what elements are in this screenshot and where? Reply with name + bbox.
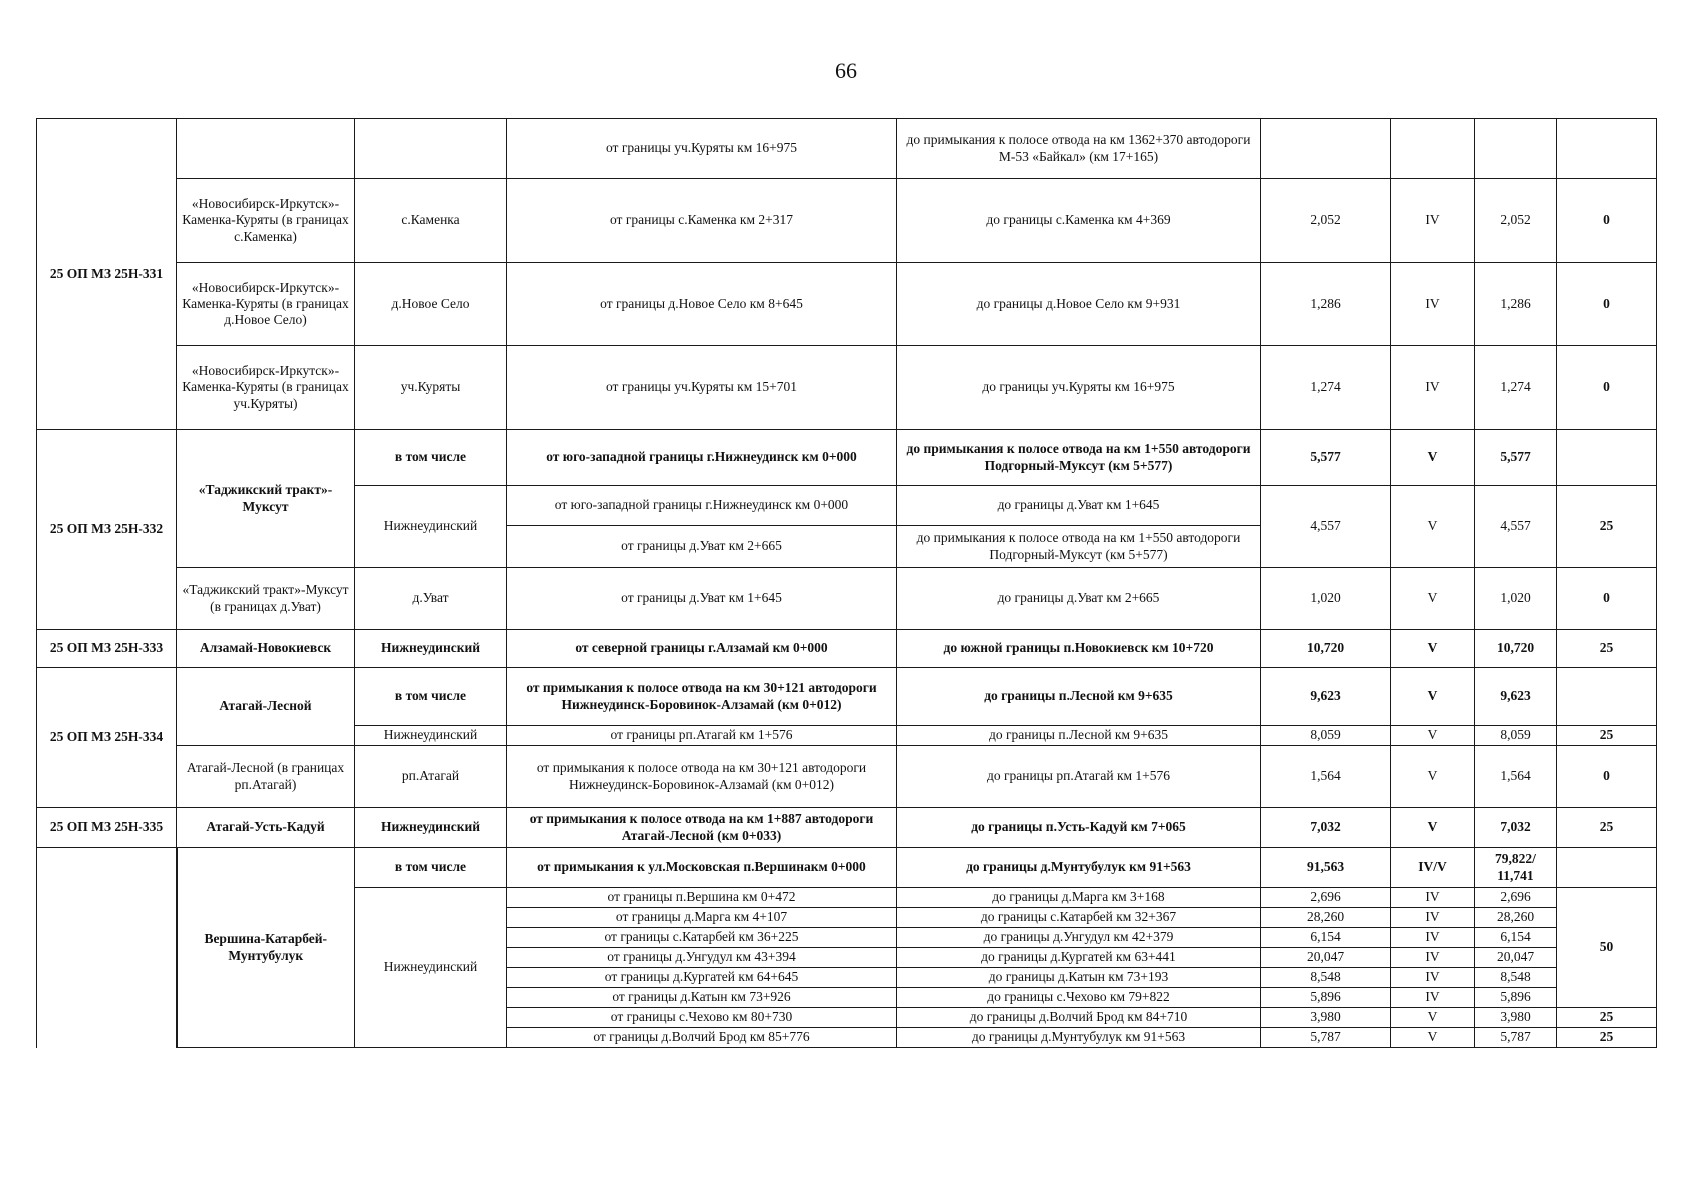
category-cell: IV xyxy=(1391,948,1475,968)
road-name: Атагай-Усть-Кадуй xyxy=(177,808,355,848)
table-row xyxy=(37,746,1657,808)
category-cell: IV xyxy=(1391,179,1475,263)
to-cell: до границы рп.Атагай км 1+576 xyxy=(897,746,1261,808)
road-name: «Таджикский тракт»-Муксут (в границах д.Уват) xyxy=(177,568,355,630)
location-cell: Нижнеудинский xyxy=(355,630,507,668)
length-cell: 7,032 xyxy=(1261,808,1391,848)
extra-cell: 0 xyxy=(1557,263,1657,346)
to-cell: до границы д.Кургатей км 63+441 xyxy=(897,948,1261,968)
location-cell: в том числе xyxy=(355,668,507,726)
category-cell: V xyxy=(1391,808,1475,848)
length-cell: 6,154 xyxy=(1261,928,1391,948)
coverage-cell: 8,548 xyxy=(1475,968,1557,988)
coverage-cell: 8,059 xyxy=(1475,726,1557,746)
length-cell: 28,260 xyxy=(1261,908,1391,928)
extra-cell: 25 xyxy=(1557,726,1657,746)
table-row xyxy=(37,119,1657,179)
coverage-cell: 6,154 xyxy=(1475,928,1557,948)
from-cell: от границы с.Катарбей км 36+225 xyxy=(507,928,897,948)
to-cell: до границы п.Лесной км 9+635 xyxy=(897,668,1261,726)
length-cell: 2,052 xyxy=(1261,179,1391,263)
coverage-cell: 1,286 xyxy=(1475,263,1557,346)
category-cell: IV/V xyxy=(1391,848,1475,888)
length-cell: 10,720 xyxy=(1261,630,1391,668)
to-cell: до южной границы п.Новокиевск км 10+720 xyxy=(897,630,1261,668)
length-cell: 1,564 xyxy=(1261,746,1391,808)
coverage-cell: 1,274 xyxy=(1475,346,1557,430)
length-cell: 1,020 xyxy=(1261,568,1391,630)
coverage-cell: 5,577 xyxy=(1475,430,1557,486)
coverage-cell: 5,896 xyxy=(1475,988,1557,1008)
extra-cell: 0 xyxy=(1557,346,1657,430)
table-row xyxy=(37,630,1657,668)
from-cell: от границы д.Унгудул км 43+394 xyxy=(507,948,897,968)
coverage-cell: 28,260 xyxy=(1475,908,1557,928)
table-row xyxy=(37,179,1657,263)
from-cell: от границы д.Катын км 73+926 xyxy=(507,988,897,1008)
road-code: 25 ОП МЗ 25Н-333 xyxy=(37,630,177,668)
coverage-cell: 3,980 xyxy=(1475,1008,1557,1028)
from-cell: от примыкания к ул.Московская п.Вершинакм 0+000 xyxy=(507,848,897,888)
coverage-cell: 7,032 xyxy=(1475,808,1557,848)
road-name: Атагай-Лесной (в границах рп.Атагай) xyxy=(177,746,355,808)
to-cell: до границы с.Катарбей км 32+367 xyxy=(897,908,1261,928)
from-cell: от примыкания к полосе отвода на км 1+887 автодороги Атагай-Лесной (км 0+033) xyxy=(507,808,897,848)
category-cell: IV xyxy=(1391,908,1475,928)
category-cell: V xyxy=(1391,746,1475,808)
location-cell: с.Каменка xyxy=(355,179,507,263)
road-code: 25 ОП МЗ 25Н-332 xyxy=(37,430,177,630)
length-cell: 3,980 xyxy=(1261,1008,1391,1028)
extra-cell: 50 xyxy=(1557,888,1657,1008)
table-row xyxy=(37,568,1657,630)
extra-cell: 25 xyxy=(1557,486,1657,568)
to-cell: до границы п.Лесной км 9+635 xyxy=(897,726,1261,746)
to-cell: до границы с.Каменка км 4+369 xyxy=(897,179,1261,263)
location-cell: рп.Атагай xyxy=(355,746,507,808)
location-cell: в том числе xyxy=(355,848,507,888)
table-row xyxy=(37,346,1657,430)
length-cell: 1,274 xyxy=(1261,346,1391,430)
category-cell: IV xyxy=(1391,888,1475,908)
length-cell: 5,787 xyxy=(1261,1028,1391,1048)
location-cell: Нижнеудинский xyxy=(355,486,507,568)
category-cell: V xyxy=(1391,430,1475,486)
extra-cell: 0 xyxy=(1557,568,1657,630)
coverage-cell: 1,020 xyxy=(1475,568,1557,630)
to-cell: до границы д.Катын км 73+193 xyxy=(897,968,1261,988)
location-cell: уч.Куряты xyxy=(355,346,507,430)
to-cell: до границы д.Новое Село км 9+931 xyxy=(897,263,1261,346)
extra-cell: 25 xyxy=(1557,1008,1657,1028)
category-cell: IV xyxy=(1391,928,1475,948)
road-name: «Новосибирск-Иркутск»-Каменка-Куряты (в границах уч.Куряты) xyxy=(177,346,355,430)
location-cell: в том числе xyxy=(355,430,507,486)
from-cell: от границы д.Волчий Брод км 85+776 xyxy=(507,1028,897,1048)
to-cell: до границы д.Унгудул км 42+379 xyxy=(897,928,1261,948)
category-cell: V xyxy=(1391,568,1475,630)
from-cell: от границы д.Уват км 2+665 xyxy=(507,526,897,568)
location-cell: Нижнеудинский xyxy=(355,726,507,746)
from-cell: от границы уч.Куряты км 15+701 xyxy=(507,346,897,430)
to-cell: до границы д.Мунтубулук км 91+563 xyxy=(897,1028,1261,1048)
table-row xyxy=(37,263,1657,346)
length-cell: 5,577 xyxy=(1261,430,1391,486)
table-row xyxy=(37,848,1657,888)
length-cell: 1,286 xyxy=(1261,263,1391,346)
length-cell: 5,896 xyxy=(1261,988,1391,1008)
extra-cell: 0 xyxy=(1557,179,1657,263)
from-cell: от границы д.Кургатей км 64+645 xyxy=(507,968,897,988)
road-name: Атагай-Лесной xyxy=(177,668,355,746)
roads-table xyxy=(36,118,1657,1048)
category-cell: V xyxy=(1391,486,1475,568)
from-cell: от примыкания к полосе отвода на км 30+121 автодороги Нижнеудинск-Боровинок-Алзамай (км 0+012) xyxy=(507,746,897,808)
from-cell: от границы д.Марга км 4+107 xyxy=(507,908,897,928)
to-cell: до примыкания к полосе отвода на км 1362+370 автодороги М-53 «Байкал» (км 17+165) xyxy=(897,119,1261,179)
from-cell: от границы с.Каменка км 2+317 xyxy=(507,179,897,263)
category-cell: IV xyxy=(1391,346,1475,430)
length-cell: 20,047 xyxy=(1261,948,1391,968)
from-cell: от границы д.Уват км 1+645 xyxy=(507,568,897,630)
extra-cell: 25 xyxy=(1557,630,1657,668)
road-name: «Новосибирск-Иркутск»-Каменка-Куряты (в границах д.Новое Село) xyxy=(177,263,355,346)
category-cell: IV xyxy=(1391,988,1475,1008)
coverage-cell: 9,623 xyxy=(1475,668,1557,726)
extra-cell: 25 xyxy=(1557,808,1657,848)
coverage-cell: 2,052 xyxy=(1475,179,1557,263)
to-cell: до границы уч.Куряты км 16+975 xyxy=(897,346,1261,430)
to-cell: до границы п.Усть-Кадуй км 7+065 xyxy=(897,808,1261,848)
to-cell: до границы д.Волчий Брод км 84+710 xyxy=(897,1008,1261,1028)
location-cell: д.Новое Село xyxy=(355,263,507,346)
length-cell: 8,059 xyxy=(1261,726,1391,746)
to-cell: до примыкания к полосе отвода на км 1+550 автодороги Подгорный-Муксут (км 5+577) xyxy=(897,526,1261,568)
to-cell: до границы с.Чехово км 79+822 xyxy=(897,988,1261,1008)
to-cell: до границы д.Мунтубулук км 91+563 xyxy=(897,848,1261,888)
from-cell: от границы п.Вершина км 0+472 xyxy=(507,888,897,908)
coverage-cell: 5,787 xyxy=(1475,1028,1557,1048)
location-cell: Нижнеудинский xyxy=(355,808,507,848)
location-cell: д.Уват xyxy=(355,568,507,630)
from-cell: от границы рп.Атагай км 1+576 xyxy=(507,726,897,746)
category-cell: IV xyxy=(1391,263,1475,346)
road-name: Алзамай-Новокиевск xyxy=(177,630,355,668)
from-cell: от северной границы г.Алзамай км 0+000 xyxy=(507,630,897,668)
category-cell: V xyxy=(1391,1008,1475,1028)
extra-cell: 0 xyxy=(1557,746,1657,808)
length-cell: 4,557 xyxy=(1261,486,1391,568)
table-row xyxy=(37,668,1657,726)
road-code: 25 ОП МЗ 25Н-335 xyxy=(37,808,177,848)
coverage-cell: 2,696 xyxy=(1475,888,1557,908)
road-name: «Таджикский тракт»-Муксут xyxy=(177,430,355,568)
from-cell: от юго-западной границы г.Нижнеудинск км 0+000 xyxy=(507,430,897,486)
road-code: 25 ОП МЗ 25Н-331 xyxy=(37,119,177,430)
coverage-cell: 79,822/ 11,741 xyxy=(1475,848,1557,888)
coverage-cell: 1,564 xyxy=(1475,746,1557,808)
from-cell: от границы с.Чехово км 80+730 xyxy=(507,1008,897,1028)
to-cell: до границы д.Уват км 2+665 xyxy=(897,568,1261,630)
coverage-cell: 20,047 xyxy=(1475,948,1557,968)
category-cell: IV xyxy=(1391,968,1475,988)
extra-cell: 25 xyxy=(1557,1028,1657,1048)
table-row xyxy=(37,808,1657,848)
category-cell: V xyxy=(1391,1028,1475,1048)
length-cell: 9,623 xyxy=(1261,668,1391,726)
category-cell: V xyxy=(1391,630,1475,668)
category-cell: V xyxy=(1391,668,1475,726)
to-cell: до границы д.Марга км 3+168 xyxy=(897,888,1261,908)
road-name: Вершина-Катарбей-Мунтубулук xyxy=(177,848,355,1048)
to-cell: до границы д.Уват км 1+645 xyxy=(897,486,1261,526)
length-cell: 2,696 xyxy=(1261,888,1391,908)
from-cell: от юго-западной границы г.Нижнеудинск км 0+000 xyxy=(507,486,897,526)
road-code: 25 ОП МЗ 25Н-334 xyxy=(37,668,177,808)
table-row xyxy=(37,430,1657,486)
from-cell: от границы уч.Куряты км 16+975 xyxy=(507,119,897,179)
to-cell: до примыкания к полосе отвода на км 1+550 автодороги Подгорный-Муксут (км 5+577) xyxy=(897,430,1261,486)
coverage-cell: 10,720 xyxy=(1475,630,1557,668)
category-cell: V xyxy=(1391,726,1475,746)
coverage-cell: 4,557 xyxy=(1475,486,1557,568)
length-cell: 91,563 xyxy=(1261,848,1391,888)
from-cell: от границы д.Новое Село км 8+645 xyxy=(507,263,897,346)
length-cell: 8,548 xyxy=(1261,968,1391,988)
road-name: «Новосибирск-Иркутск»-Каменка-Куряты (в границах с.Каменка) xyxy=(177,179,355,263)
location-cell: Нижнеудинский xyxy=(355,888,507,1048)
page-number: 66 xyxy=(835,58,857,83)
from-cell: от примыкания к полосе отвода на км 30+121 автодороги Нижнеудинск-Боровинок-Алзамай (км 0+012) xyxy=(507,668,897,726)
